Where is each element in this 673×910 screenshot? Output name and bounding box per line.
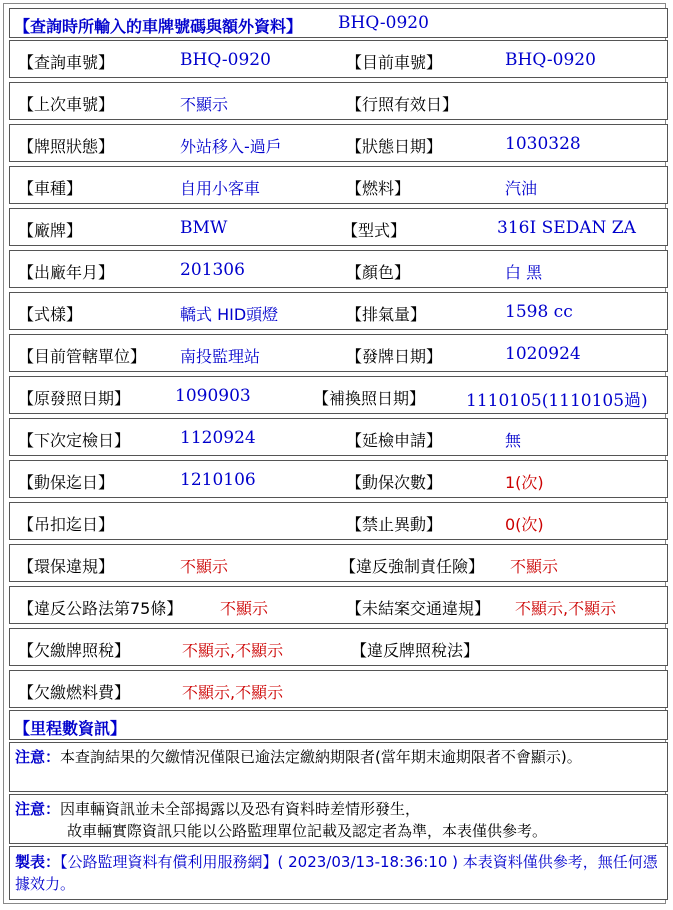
field-label: 【發牌日期】 — [346, 347, 443, 366]
table-row — [9, 670, 668, 708]
field-label: 【燃料】 — [346, 179, 411, 198]
field-label: 【出廠年月】 — [18, 263, 115, 282]
field-value: 轎式 HID頭燈 — [180, 305, 279, 324]
field-label: 【欠繳牌照稅】 — [18, 641, 131, 660]
table-row — [9, 334, 668, 372]
field-label: 【目前管轄單位】 — [18, 347, 147, 366]
header-title: 【查詢時所輸入的車牌號碼與額外資料】 — [14, 17, 303, 36]
table-row — [9, 250, 668, 288]
table-row — [9, 460, 668, 498]
field-label: 【違反強制責任險】 — [340, 557, 485, 576]
table-row — [9, 40, 668, 78]
field-value: 自用小客車 — [180, 179, 261, 198]
field-value: 不顯示 — [510, 557, 559, 576]
field-label: 【狀態日期】 — [346, 137, 443, 156]
field-label: 【查詢車號】 — [18, 53, 115, 72]
note-1 — [9, 742, 668, 792]
field-label: 【目前車號】 — [346, 53, 443, 72]
field-label: 【動保次數】 — [346, 473, 443, 492]
field-label: 【顏色】 — [346, 263, 411, 282]
field-label: 【欠繳燃料費】 — [18, 683, 131, 702]
table-row — [9, 586, 668, 624]
field-label: 【車種】 — [18, 179, 83, 198]
field-label: 【型式】 — [342, 221, 407, 240]
field-label: 【環保違規】 — [18, 557, 115, 576]
field-label: 【排氣量】 — [346, 305, 427, 324]
field-label: 【廠牌】 — [18, 221, 83, 240]
field-value: 不顯示 — [180, 557, 229, 576]
field-value: 不顯示,不顯示 — [515, 599, 617, 618]
field-label: 【下次定檢日】 — [18, 431, 131, 450]
field-label: 【式樣】 — [18, 305, 83, 324]
field-value: 316I SEDAN ZA — [497, 218, 636, 238]
field-label: 【動保迄日】 — [18, 473, 115, 492]
field-value: 1598 cc — [505, 302, 573, 322]
field-label: 【違反牌照稅法】 — [351, 641, 480, 660]
header-row — [9, 8, 668, 38]
note-3-text: 【公路監理資料有償利用服務網】( 2023/03/13-18:36:10 ) 本表資料僅供參考，無任何憑據效力。 — [15, 853, 658, 893]
table-row — [9, 502, 668, 540]
field-value: BMW — [180, 218, 228, 238]
note-3-label: 製表： — [15, 853, 61, 871]
field-value: 不顯示 — [180, 95, 229, 114]
field-label: 【禁止異動】 — [346, 515, 443, 534]
note-1-label: 注意： — [15, 748, 61, 766]
field-value: 不顯示 — [220, 599, 269, 618]
field-value: 1110105(1110105過) — [466, 391, 648, 411]
field-value: 外站移入-過戶 — [180, 137, 282, 156]
mileage-row — [9, 710, 668, 740]
table-row — [9, 544, 668, 582]
table-row — [9, 124, 668, 162]
table-row — [9, 376, 668, 414]
header-plate: BHQ-0920 — [338, 13, 429, 33]
field-label: 【延檢申請】 — [346, 431, 443, 450]
table-row — [9, 82, 668, 120]
field-label: 【吊扣迄日】 — [18, 515, 115, 534]
field-value: 不顯示,不顯示 — [182, 683, 284, 702]
field-value: 1210106 — [180, 470, 256, 490]
field-value: 1020924 — [505, 344, 581, 364]
field-value: 1090903 — [175, 386, 251, 406]
field-value: 汽油 — [505, 179, 538, 198]
field-value: BHQ-0920 — [505, 50, 596, 70]
field-value: 1120924 — [180, 428, 256, 448]
field-label: 【補換照日期】 — [313, 389, 426, 408]
table-row — [9, 418, 668, 456]
table-row — [9, 628, 668, 666]
field-value: 南投監理站 — [180, 347, 261, 366]
note-2-line-1: 因車輛資訊並未全部揭露以及恐有資料時差情形發生， — [60, 800, 421, 818]
table-row — [9, 292, 668, 330]
field-value: 1(次) — [505, 473, 544, 492]
field-label: 【行照有效日】 — [346, 95, 459, 114]
field-value: 無 — [505, 431, 522, 450]
note-2-line-2: 故車輛實際資訊只能以公路監理單位記載及認定者為準，本表僅供參考。 — [67, 822, 548, 840]
note-2-label: 注意： — [15, 800, 61, 818]
note-3 — [9, 846, 668, 900]
field-value: BHQ-0920 — [180, 50, 271, 70]
table-row — [9, 208, 668, 246]
field-value: 201306 — [180, 260, 245, 280]
vehicle-info-table — [3, 3, 666, 904]
field-value: 1030328 — [505, 134, 581, 154]
table-row — [9, 166, 668, 204]
field-label: 【牌照狀態】 — [18, 137, 115, 156]
field-label: 【上次車號】 — [18, 95, 115, 114]
field-label: 【未結案交通違規】 — [346, 599, 491, 618]
field-label: 【原發照日期】 — [18, 389, 131, 408]
field-value: 白 黑 — [505, 263, 543, 282]
note-1-text: 本查詢結果的欠繳情況僅限已逾法定繳納期限者(當年期末逾期限者不會顯示)。 — [60, 748, 582, 766]
field-value: 不顯示,不顯示 — [182, 641, 284, 660]
field-label: 【違反公路法第75條】 — [18, 599, 183, 618]
mileage-title: 【里程數資訊】 — [14, 719, 127, 738]
field-value: 0(次) — [505, 515, 544, 534]
note-2 — [9, 794, 668, 844]
